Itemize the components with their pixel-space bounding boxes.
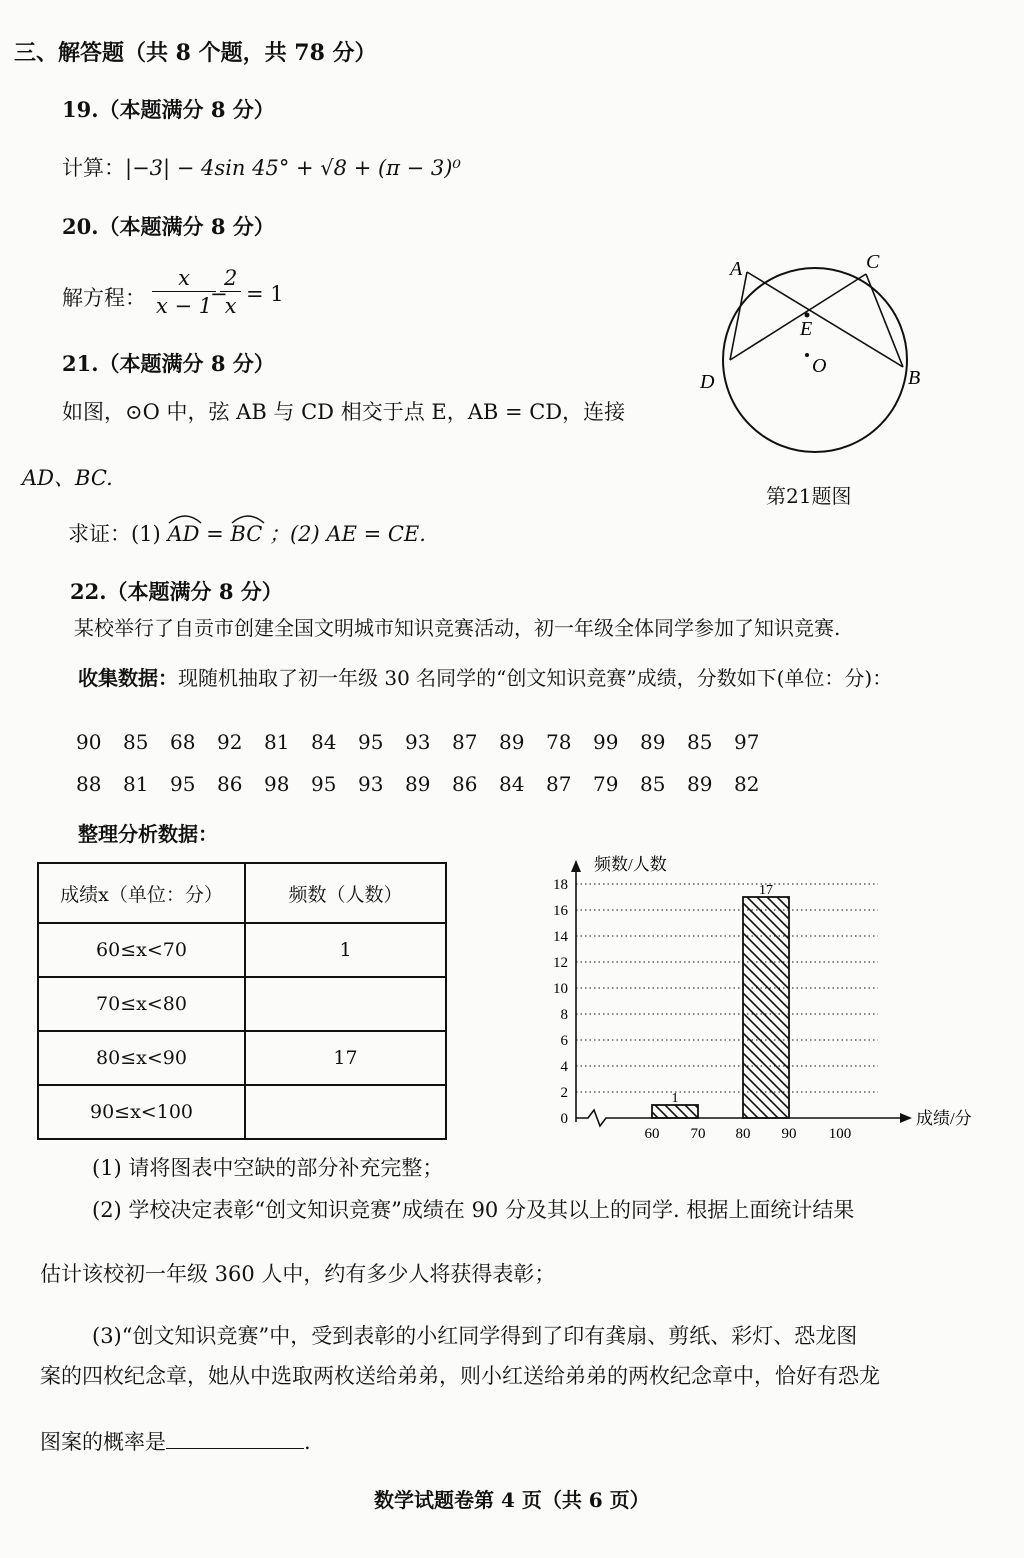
q22-collect (78, 662, 892, 691)
y-tick-label: 14 (553, 929, 568, 945)
score-value: 85 (687, 730, 713, 754)
score-value: 84 (311, 730, 337, 754)
score-value: 87 (452, 730, 478, 754)
arc-ad-icon (167, 512, 203, 524)
q21-prove-prefix: 求证：(1) (68, 522, 161, 546)
frequency-histogram (540, 840, 1010, 1140)
histogram-bar (652, 1105, 698, 1118)
score-value: 87 (546, 772, 572, 796)
arc-ad-label: AD (167, 522, 200, 546)
table-cell-count (245, 977, 446, 1031)
score-value: 95 (311, 772, 337, 796)
scores-row-1 (76, 730, 781, 754)
point-o (805, 353, 809, 357)
score-value: 86 (217, 772, 243, 796)
score-value: 98 (264, 772, 290, 796)
sub3-prefix: 图案的概率是 (40, 1430, 166, 1454)
q22-title: 22.（本题满分 8 分） (70, 579, 283, 604)
label-c: C (866, 251, 880, 273)
score-value: 78 (546, 730, 572, 754)
table-header-row (38, 863, 446, 923)
score-value: 84 (499, 772, 525, 796)
circle-figure (690, 242, 940, 472)
chord-ab (747, 272, 903, 367)
score-value: 93 (405, 730, 431, 754)
score-value: 89 (405, 772, 431, 796)
score-value: 89 (687, 772, 713, 796)
q19-line (62, 152, 461, 182)
histogram-bar (743, 897, 789, 1118)
table-row (38, 923, 446, 977)
collect-text: 现随机抽取了初一年级 30 名同学的“创文知识竞赛”成绩，分数如下(单位：分)： (178, 666, 893, 690)
table-cell-count (245, 1085, 446, 1139)
chord-cd (730, 274, 866, 360)
bar-data-label: 17 (759, 883, 773, 898)
table-row (38, 1031, 446, 1085)
score-value: 89 (499, 730, 525, 754)
score-value: 86 (452, 772, 478, 796)
q20-frac2-den: x (224, 294, 237, 318)
page-footer: 数学试题卷第 4 页（共 6 页） (374, 1488, 650, 1512)
y-tick-label: 4 (560, 1059, 568, 1075)
x-axis-arrow (900, 1113, 912, 1123)
score-value: 93 (358, 772, 384, 796)
y-tick-label: 2 (560, 1085, 568, 1101)
segment-ad (730, 272, 747, 360)
table-cell-range: 60≤x<70 (38, 923, 245, 977)
score-value: 95 (170, 772, 196, 796)
arc-bc-icon (230, 512, 266, 524)
label-d: D (700, 371, 715, 393)
y-tick-label: 6 (560, 1033, 568, 1049)
x-tick-label: 70 (690, 1126, 706, 1140)
label-b: B (908, 367, 921, 389)
answer-blank[interactable] (166, 1448, 304, 1449)
q21-title: 21.（本题满分 8 分） (62, 351, 275, 376)
x-tick-label: 100 (828, 1126, 852, 1140)
q20-minus: − (210, 282, 228, 306)
score-value: 92 (217, 730, 243, 754)
organize-label: 整理分析数据： (78, 822, 218, 846)
y-tick-label: 18 (553, 877, 568, 893)
score-value: 89 (640, 730, 666, 754)
q20-frac1-den: x − 1 (156, 294, 213, 318)
score-value: 81 (264, 730, 290, 754)
score-value: 85 (640, 772, 666, 796)
score-value: 82 (734, 772, 760, 796)
y-tick-label: 10 (553, 981, 568, 997)
score-value: 99 (593, 730, 619, 754)
x-axis-label: 成绩/分 (916, 1109, 972, 1128)
q20-title: 20.（本题满分 8 分） (62, 214, 275, 239)
sub-question-2-line1: (2) 学校决定表彰“创文知识竞赛”成绩在 90 分及其以上的同学. 根据上面统计结果 (92, 1198, 855, 1222)
score-value: 90 (76, 730, 102, 754)
table-row (38, 977, 446, 1031)
y-tick-label: 8 (560, 1007, 568, 1023)
y-tick-label: 12 (553, 955, 568, 971)
section-header: 三、解答题（共 8 个题，共 78 分） (14, 40, 377, 66)
q19-expression: |−3| − 4sin 45° + √8 + (π − 3)⁰ (125, 156, 461, 180)
x-tick-label: 60 (644, 1126, 660, 1140)
label-a: A (730, 258, 743, 280)
label-e: E (800, 318, 813, 340)
q21-prove-part2: ；(2) AE = CE. (268, 522, 426, 546)
sub-question-2-line2: 估计该校初一年级 360 人中，约有多少人将获得表彰； (40, 1262, 556, 1286)
label-o: O (812, 355, 827, 377)
table-cell-count: 17 (245, 1031, 446, 1085)
score-value: 81 (123, 772, 149, 796)
sub3-suffix: . (304, 1430, 311, 1454)
q21-line1: 如图，⊙O 中，弦 AB 与 CD 相交于点 E，AB = CD，连接 (62, 400, 626, 424)
sub-question-3-line2: 案的四枚纪念章，她从中选取两枚送给弟弟，则小红送给弟弟的两枚纪念章中，恰好有恐龙 (40, 1364, 880, 1388)
sub-question-3-line1: (3)“创文知识竞赛”中，受到表彰的小红同学得到了印有龚扇、剪纸、彩灯、恐龙图 (92, 1324, 858, 1348)
q20-frac2-num: 2 (220, 266, 241, 292)
sub-question-3-line3 (40, 1426, 311, 1456)
y-axis-label: 频数/人数 (594, 855, 667, 874)
q21-prove-line (68, 518, 426, 548)
point-e (805, 313, 810, 318)
x-tick-label: 80 (735, 1126, 751, 1140)
frequency-table (37, 862, 447, 1140)
q19-prefix: 计算： (62, 156, 125, 180)
arc-bc-label: BC (230, 522, 263, 546)
score-value: 79 (593, 772, 619, 796)
figure-caption: 第21题图 (766, 484, 852, 508)
q20-rhs: = 1 (246, 282, 284, 306)
x-tick-label: 90 (781, 1126, 797, 1140)
y-tick-label: 16 (553, 903, 568, 919)
table-cell-range: 70≤x<80 (38, 977, 245, 1031)
score-value: 97 (734, 730, 760, 754)
table-cell-count: 1 (245, 923, 446, 977)
y-axis-arrow (571, 860, 581, 872)
score-value: 85 (123, 730, 149, 754)
q21-eq: = (199, 522, 231, 546)
q22-intro: 某校举行了自贡市创建全国文明城市知识竞赛活动，初一年级全体同学参加了知识竞赛. (74, 616, 841, 640)
scores-row-2 (76, 772, 781, 796)
arc-ad (167, 522, 199, 546)
q20-fraction-2 (220, 266, 241, 318)
q20-frac1-num: x (152, 266, 216, 292)
q19-title: 19.（本题满分 8 分） (62, 97, 275, 122)
y-tick-label: 0 (560, 1111, 568, 1127)
collect-label: 收集数据： (78, 666, 178, 690)
sub-question-1: (1) 请将图表中空缺的部分补充完整； (92, 1156, 444, 1180)
table-cell-range: 90≤x<100 (38, 1085, 245, 1139)
table-cell-range: 80≤x<90 (38, 1031, 245, 1085)
table-header-range: 成绩x（单位：分） (38, 863, 245, 923)
q20-fraction-1 (152, 266, 216, 318)
table-header-count: 频数（人数） (245, 863, 446, 923)
score-value: 88 (76, 772, 102, 796)
table-row (38, 1085, 446, 1139)
q21-line2: AD、BC. (22, 466, 113, 490)
arc-bc (230, 522, 262, 546)
score-value: 95 (358, 730, 384, 754)
score-value: 68 (170, 730, 196, 754)
q20-prefix: 解方程： (62, 286, 146, 310)
bar-data-label: 1 (671, 1091, 679, 1106)
